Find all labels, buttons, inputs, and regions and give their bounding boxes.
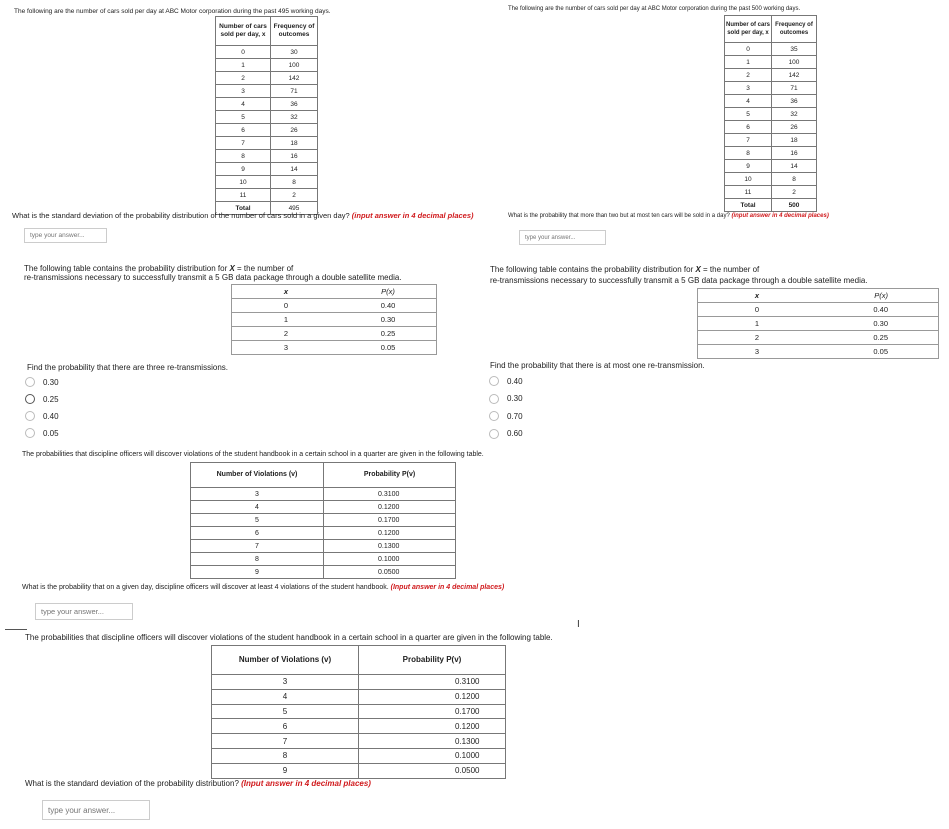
cars-sold-cell: 7	[725, 134, 772, 147]
table-row	[232, 299, 437, 313]
table-row	[698, 331, 939, 345]
violations-cell: 4	[212, 689, 359, 704]
q2-header: The following are the number of cars sold per day at ABC Motor corporation during the past 500 working days.	[508, 6, 801, 12]
violations-cell: 7	[191, 540, 324, 553]
probability-cell: 0.1300	[324, 540, 456, 553]
q2-frequency-table	[724, 15, 817, 212]
violations-cell: 9	[191, 566, 324, 579]
q1-frequency-table	[215, 16, 318, 215]
violations-cell: 6	[212, 719, 359, 734]
table-row	[191, 514, 456, 527]
x-cell: 3	[698, 345, 817, 359]
table-row	[212, 763, 506, 778]
table-row	[725, 147, 817, 160]
x-cell: 1	[698, 317, 817, 331]
total-row	[725, 199, 817, 212]
table-row	[212, 719, 506, 734]
frequency-cell: 2	[772, 186, 817, 199]
table-row	[216, 46, 318, 59]
q4-probability-table	[697, 288, 939, 359]
probability-cell: 0.3100	[324, 488, 456, 501]
table-row	[216, 176, 318, 189]
probability-cell: 0.1700	[359, 704, 506, 719]
cars-sold-cell: 10	[725, 173, 772, 186]
q3-intro-line2: re-transmissions necessary to successfully transmit a 5 GB data package through a double satellite media.	[24, 273, 402, 282]
q3-col-x: x	[232, 285, 341, 299]
x-cell: 3	[232, 341, 341, 355]
table-row	[725, 173, 817, 186]
table-row	[216, 124, 318, 137]
table-row	[216, 72, 318, 85]
px-cell: 0.40	[816, 303, 939, 317]
table-row	[725, 160, 817, 173]
q6-question: What is the standard deviation of the probability distribution? (Input answer in 4 decimal places)	[25, 779, 371, 788]
violations-cell: 8	[212, 748, 359, 763]
q1-col1-header: Number of cars sold per day, x	[216, 17, 271, 46]
q6-violations-table	[211, 645, 506, 779]
q6-col-p: Probability P(v)	[359, 646, 506, 675]
frequency-cell: 8	[271, 176, 318, 189]
radio-icon[interactable]	[489, 394, 499, 404]
total-label: Total	[725, 199, 772, 212]
frequency-cell: 18	[772, 134, 817, 147]
frequency-cell: 32	[772, 108, 817, 121]
probability-cell: 0.0500	[359, 763, 506, 778]
cars-sold-cell: 7	[216, 137, 271, 150]
q1-question: What is the standard deviation of the probability distribution of the number of cars sold in a given day? (input answer in 4 decimal places)	[12, 211, 474, 220]
frequency-cell: 16	[772, 147, 817, 160]
table-row	[216, 111, 318, 124]
radio-icon[interactable]	[489, 376, 499, 386]
frequency-cell: 142	[772, 69, 817, 82]
table-row	[191, 488, 456, 501]
q2-answer-input[interactable]	[519, 230, 606, 245]
option-label: 0.30	[43, 377, 59, 387]
text-cursor-icon: I	[577, 619, 580, 630]
px-cell: 0.05	[816, 345, 939, 359]
cars-sold-cell: 0	[725, 43, 772, 56]
radio-icon[interactable]	[25, 377, 35, 387]
table-row	[212, 675, 506, 690]
table-row	[725, 43, 817, 56]
cars-sold-cell: 0	[216, 46, 271, 59]
probability-cell: 0.1700	[324, 514, 456, 527]
cars-sold-cell: 2	[216, 72, 271, 85]
probability-cell: 0.1200	[359, 689, 506, 704]
option-label: 0.40	[507, 376, 523, 386]
total-label: Total	[216, 202, 271, 215]
px-cell: 0.05	[340, 341, 437, 355]
radio-icon[interactable]	[25, 428, 35, 438]
cars-sold-cell: 2	[725, 69, 772, 82]
px-cell: 0.30	[816, 317, 939, 331]
frequency-cell: 142	[271, 72, 318, 85]
probability-cell: 0.1200	[359, 719, 506, 734]
answer-option[interactable]	[25, 377, 59, 387]
violations-cell: 9	[212, 763, 359, 778]
q5-col-v: Number of Violations (v)	[191, 463, 324, 488]
x-cell: 0	[232, 299, 341, 313]
option-label: 0.60	[507, 429, 523, 438]
answer-option[interactable]	[489, 429, 523, 439]
violations-cell: 3	[212, 675, 359, 690]
q5-violations-table	[190, 462, 456, 579]
divider	[5, 629, 27, 630]
option-label: 0.30	[507, 394, 523, 403]
table-row	[212, 748, 506, 763]
q3-probability-table	[231, 284, 437, 355]
cars-sold-cell: 8	[725, 147, 772, 160]
table-row	[725, 69, 817, 82]
total-value: 495	[271, 202, 318, 215]
table-row	[232, 327, 437, 341]
violations-cell: 8	[191, 553, 324, 566]
q6-intro: The probabilities that discipline officers will discover violations of the student handbook in a certain school in a quarter are given in the following table.	[25, 633, 553, 642]
probability-cell: 0.1200	[324, 527, 456, 540]
violations-cell: 3	[191, 488, 324, 501]
frequency-cell: 26	[772, 121, 817, 134]
px-cell: 0.25	[816, 331, 939, 345]
radio-icon[interactable]	[489, 411, 499, 421]
frequency-cell: 35	[772, 43, 817, 56]
q1-header: The following are the number of cars sold per day at ABC Motor corporation during the past 495 working days.	[14, 8, 331, 15]
table-row	[725, 121, 817, 134]
frequency-cell: 14	[271, 163, 318, 176]
cars-sold-cell: 4	[725, 95, 772, 108]
frequency-cell: 26	[271, 124, 318, 137]
q4-col-p: P(x)	[816, 289, 939, 303]
cars-sold-cell: 10	[216, 176, 271, 189]
cars-sold-cell: 3	[725, 82, 772, 95]
x-cell: 2	[698, 331, 817, 345]
table-row	[212, 689, 506, 704]
frequency-cell: 30	[271, 46, 318, 59]
violations-cell: 5	[191, 514, 324, 527]
px-cell: 0.40	[340, 299, 437, 313]
table-row	[725, 56, 817, 69]
probability-cell: 0.3100	[359, 675, 506, 690]
table-row	[698, 303, 939, 317]
table-row	[191, 540, 456, 553]
radio-icon[interactable]	[25, 411, 35, 421]
q5-question: What is the probability that on a given day, discipline officers will discover at least 4 violations of the student handbook. (Input answer in 4 decimal places)	[22, 584, 505, 591]
cars-sold-cell: 5	[216, 111, 271, 124]
violations-cell: 7	[212, 734, 359, 749]
violations-cell: 5	[212, 704, 359, 719]
x-cell: 2	[232, 327, 341, 341]
frequency-cell: 32	[271, 111, 318, 124]
option-label: 0.25	[43, 394, 59, 404]
cars-sold-cell: 5	[725, 108, 772, 121]
cars-sold-cell: 8	[216, 150, 271, 163]
frequency-cell: 100	[772, 56, 817, 69]
table-row	[191, 501, 456, 514]
q5-intro: The probabilities that discipline officers will discover violations of the student handbook in a certain school in a quarter are given in the following table.	[22, 451, 484, 458]
cars-sold-cell: 9	[216, 163, 271, 176]
table-row	[725, 82, 817, 95]
q3-col-p: P(x)	[340, 285, 437, 299]
option-label: 0.70	[507, 411, 523, 421]
x-cell: 0	[698, 303, 817, 317]
frequency-cell: 18	[271, 137, 318, 150]
table-row	[725, 108, 817, 121]
table-row	[232, 341, 437, 355]
q4-question: Find the probability that there is at most one re-transmission.	[490, 361, 705, 370]
table-row	[216, 163, 318, 176]
q5-col-p: Probability P(v)	[324, 463, 456, 488]
cars-sold-cell: 3	[216, 85, 271, 98]
frequency-cell: 16	[271, 150, 318, 163]
table-row	[191, 553, 456, 566]
x-cell: 1	[232, 313, 341, 327]
q4-col-x: x	[698, 289, 817, 303]
q1-answer-input[interactable]	[24, 228, 107, 243]
frequency-cell: 8	[772, 173, 817, 186]
frequency-cell: 36	[772, 95, 817, 108]
q6-col-v: Number of Violations (v)	[212, 646, 359, 675]
q2-col2-header: Frequency of outcomes	[772, 16, 817, 43]
probability-cell: 0.1300	[359, 734, 506, 749]
q5-answer-input[interactable]	[35, 603, 133, 620]
table-row	[698, 317, 939, 331]
probability-cell: 0.1200	[324, 501, 456, 514]
probability-cell: 0.0500	[324, 566, 456, 579]
frequency-cell: 71	[772, 82, 817, 95]
table-row	[191, 566, 456, 579]
total-value: 500	[772, 199, 817, 212]
table-row	[216, 137, 318, 150]
table-row	[216, 150, 318, 163]
violations-cell: 6	[191, 527, 324, 540]
answer-option[interactable]	[489, 394, 523, 404]
cars-sold-cell: 11	[216, 189, 271, 202]
answer-option[interactable]	[25, 428, 59, 438]
q2-question: What is the probability that more than two but at most ten cars will be sold in a day? (input answer in 4 decimal places)	[508, 213, 829, 219]
probability-cell: 0.1000	[359, 748, 506, 763]
answer-option[interactable]	[25, 394, 59, 404]
table-row	[216, 189, 318, 202]
cars-sold-cell: 4	[216, 98, 271, 111]
px-cell: 0.25	[340, 327, 437, 341]
table-row	[191, 527, 456, 540]
q2-col1-header: Number of cars sold per day, x	[725, 16, 772, 43]
q4-intro-line2: re-transmissions necessary to successfully transmit a 5 GB data package through a double satellite media.	[490, 276, 868, 285]
radio-icon[interactable]	[25, 394, 35, 404]
q6-answer-input[interactable]	[42, 800, 150, 820]
table-row	[212, 704, 506, 719]
q3-intro: The following table contains the probability distribution for X = the number of	[24, 264, 294, 273]
px-cell: 0.30	[340, 313, 437, 327]
option-label: 0.05	[43, 428, 59, 438]
radio-icon[interactable]	[489, 429, 499, 439]
q4-intro: The following table contains the probability distribution for X = the number of	[490, 265, 760, 274]
frequency-cell: 14	[772, 160, 817, 173]
frequency-cell: 71	[271, 85, 318, 98]
table-row	[725, 186, 817, 199]
table-row	[212, 734, 506, 749]
answer-option[interactable]	[489, 411, 523, 421]
frequency-cell: 2	[271, 189, 318, 202]
cars-sold-cell: 11	[725, 186, 772, 199]
table-row	[232, 313, 437, 327]
answer-option[interactable]	[25, 411, 59, 421]
table-row	[698, 345, 939, 359]
violations-cell: 4	[191, 501, 324, 514]
probability-cell: 0.1000	[324, 553, 456, 566]
table-row	[216, 59, 318, 72]
table-row	[725, 95, 817, 108]
table-row	[216, 98, 318, 111]
table-row	[725, 134, 817, 147]
answer-option[interactable]	[489, 376, 523, 386]
frequency-cell: 36	[271, 98, 318, 111]
frequency-cell: 100	[271, 59, 318, 72]
cars-sold-cell: 1	[725, 56, 772, 69]
cars-sold-cell: 6	[216, 124, 271, 137]
option-label: 0.40	[43, 411, 59, 421]
cars-sold-cell: 1	[216, 59, 271, 72]
q1-col2-header: Frequency of outcomes	[271, 17, 318, 46]
cars-sold-cell: 9	[725, 160, 772, 173]
q3-question: Find the probability that there are three re-transmissions.	[27, 363, 228, 372]
cars-sold-cell: 6	[725, 121, 772, 134]
table-row	[216, 85, 318, 98]
